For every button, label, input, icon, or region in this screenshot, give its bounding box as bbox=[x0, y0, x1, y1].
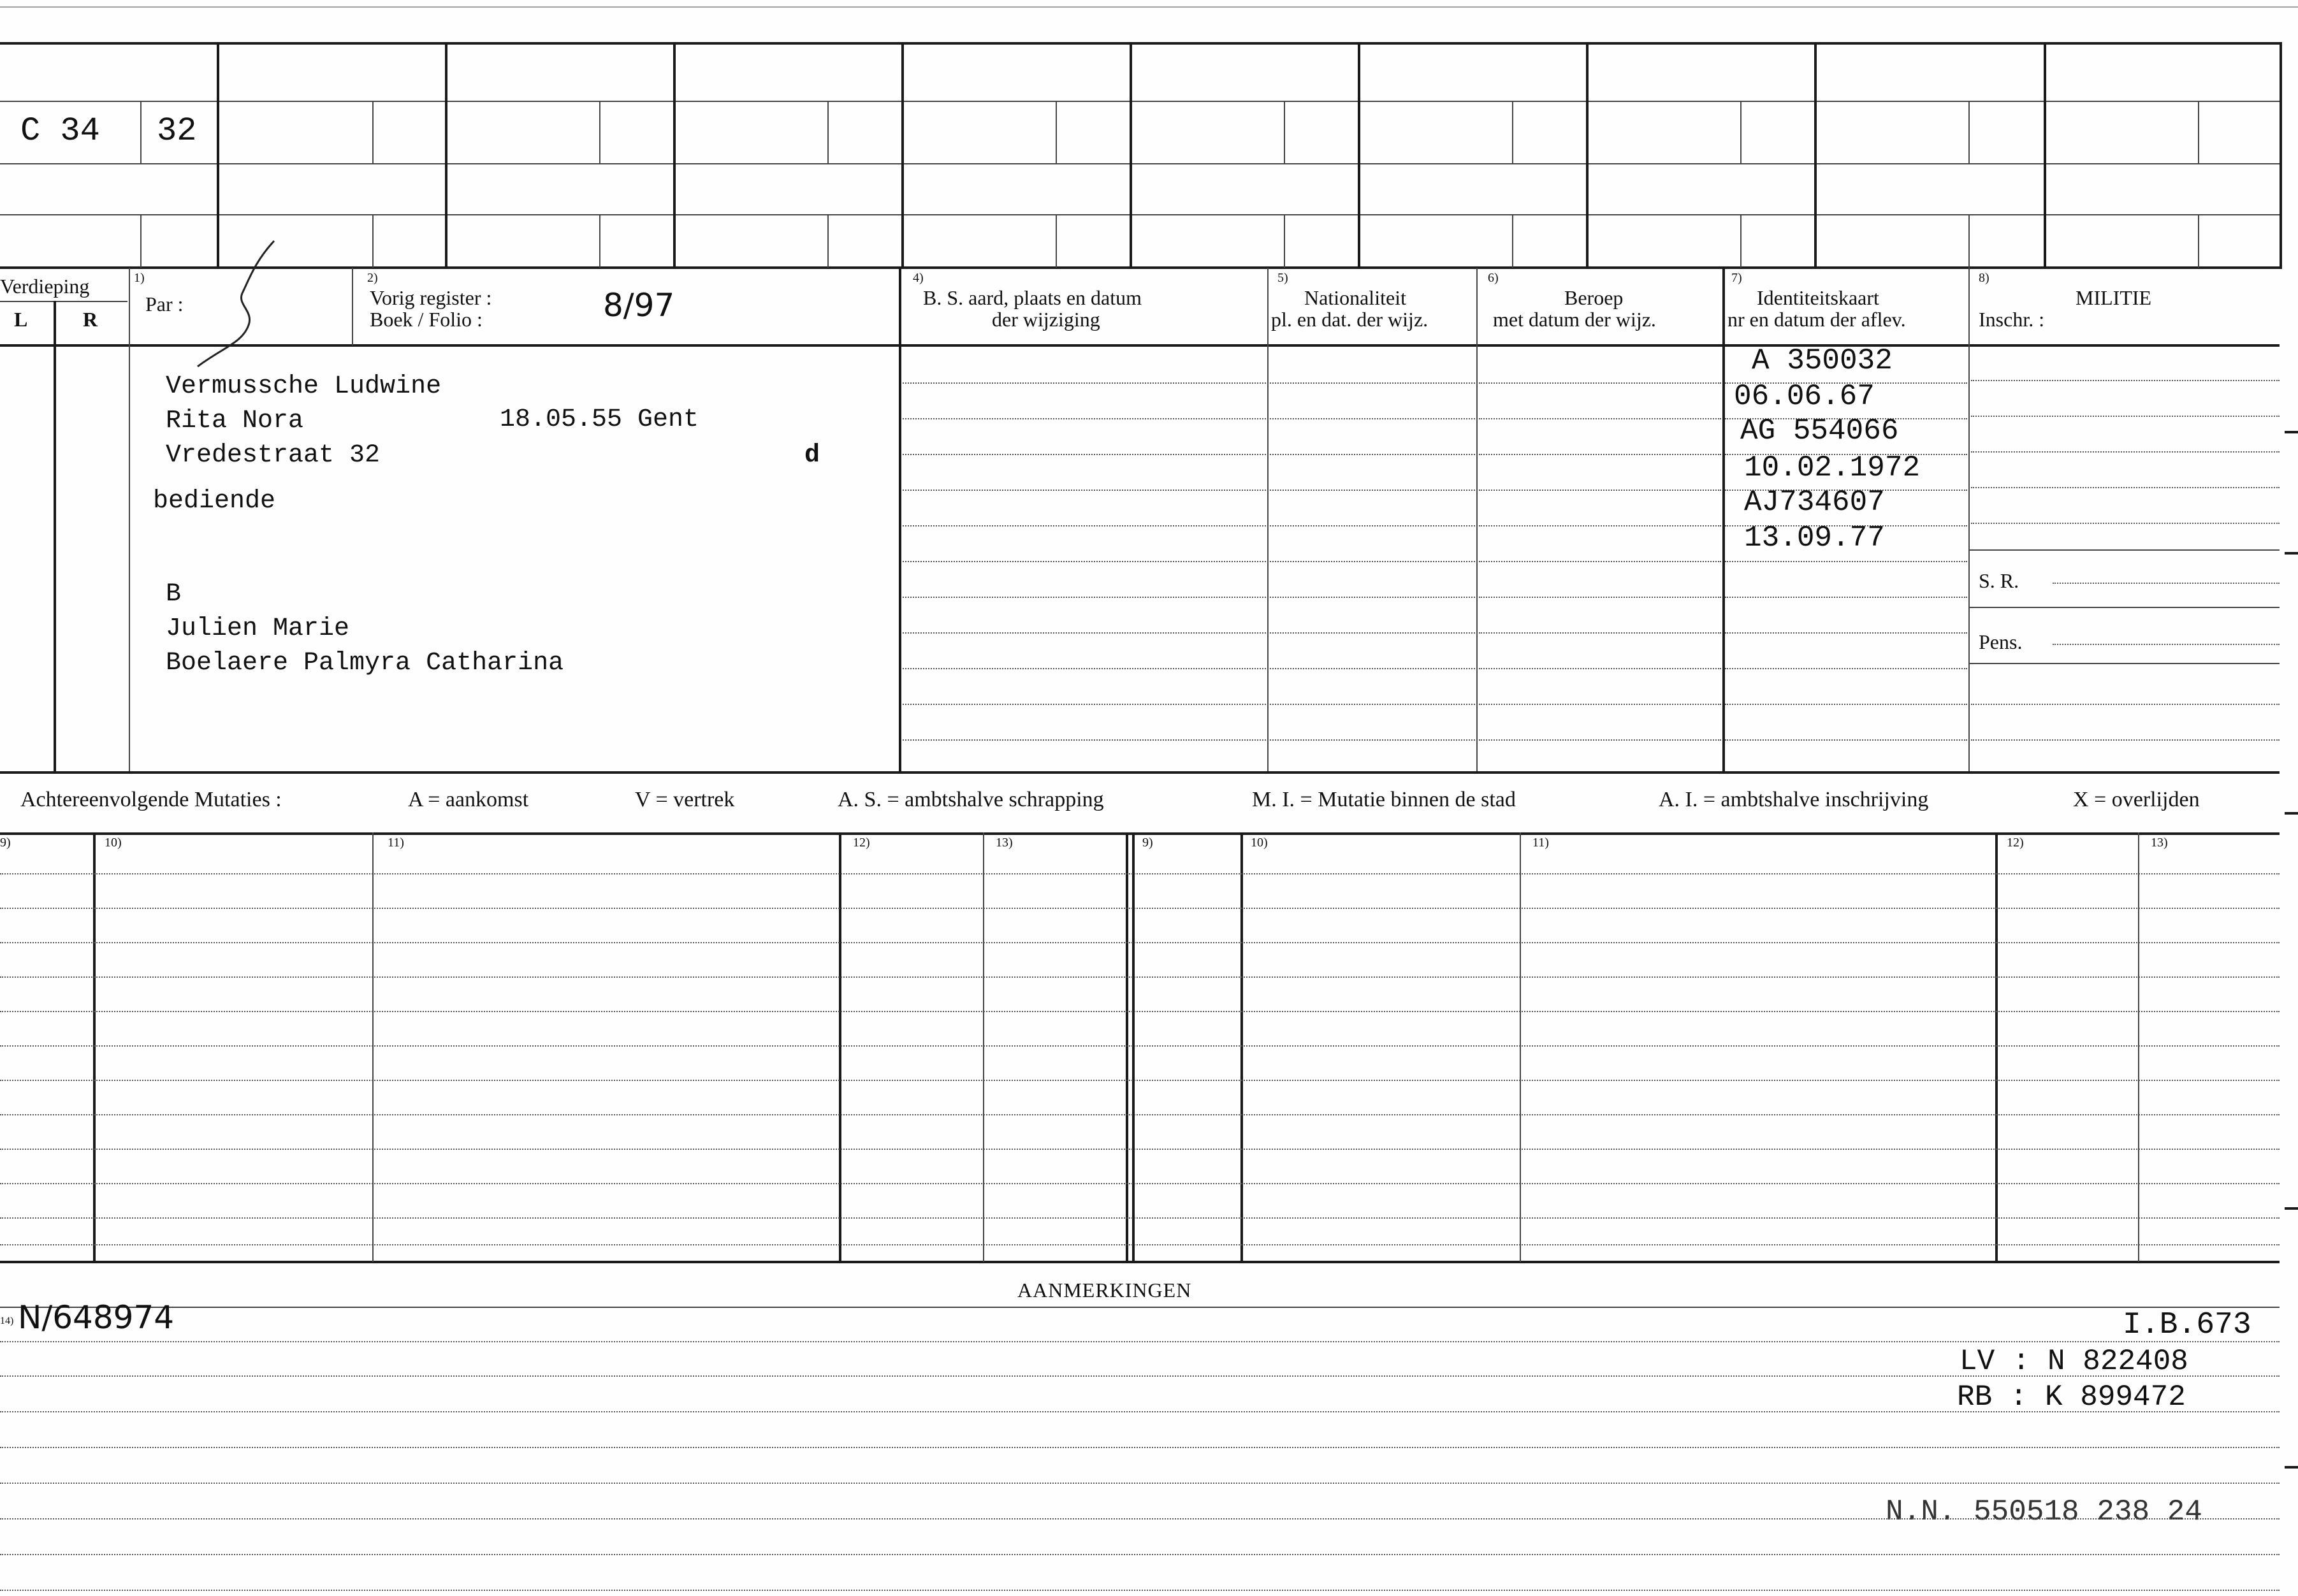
card-code: C 34 bbox=[20, 112, 100, 150]
verdieping-r: R bbox=[83, 308, 98, 331]
remark-rb: RB : K 899472 bbox=[1957, 1381, 2186, 1414]
mutaties-title: Achtereenvolgende Mutaties : bbox=[20, 788, 282, 811]
person-father: Julien Marie bbox=[166, 614, 350, 643]
legend-mutatie-binnen-stad: M. I. = Mutatie binnen de stad bbox=[1252, 788, 1516, 811]
verdieping-label: Verdieping bbox=[0, 275, 90, 298]
remark-ib: I.B.673 bbox=[2123, 1308, 2251, 1342]
boek-folio-label: Boek / Folio : bbox=[370, 308, 483, 331]
id-card-entry: A 350032 bbox=[1752, 344, 1893, 377]
person-mark: d bbox=[804, 441, 820, 470]
remark-number: N/648974 bbox=[18, 1299, 175, 1336]
aanmerkingen-title: AANMERKINGEN bbox=[1017, 1279, 1192, 1302]
mutaties-top bbox=[0, 771, 2280, 774]
legend-overlijden: X = overlijden bbox=[2073, 788, 2200, 811]
legend-ambtshalve-inschrijving: A. I. = ambtshalve inschrijving bbox=[1659, 788, 1929, 811]
remark-nn: N.N. 550518 238 24 bbox=[1886, 1495, 2202, 1528]
bs-label: B. S. aard, plaats en datum bbox=[923, 286, 1142, 309]
person-given-names: Rita Nora bbox=[166, 407, 304, 435]
id-card-entry: 10.02.1972 bbox=[1744, 451, 1921, 484]
person-b-label: B bbox=[166, 580, 182, 609]
id-card-entry: 06.06.67 bbox=[1734, 380, 1875, 413]
top-grid-border bbox=[0, 42, 2282, 45]
legend-ambtshalve-schrapping: A. S. = ambtshalve schrapping bbox=[838, 788, 1104, 811]
section1-header-bottom bbox=[0, 344, 2280, 347]
person-birth: 18.05.55 Gent bbox=[500, 405, 699, 434]
vorig-register-label: Vorig register : bbox=[370, 286, 492, 309]
card-number: 32 bbox=[157, 112, 197, 150]
militie-label: MILITIE bbox=[2076, 286, 2152, 309]
par-label: Par : bbox=[145, 293, 184, 316]
beroep-label: Beroep bbox=[1564, 286, 1624, 309]
id-card-entry: AG 554066 bbox=[1740, 414, 1899, 447]
person-surname-firstname: Vermussche Ludwine bbox=[166, 372, 442, 401]
top-grid-bottom bbox=[0, 266, 2282, 269]
person-mother: Boelaere Palmyra Catharina bbox=[166, 649, 564, 678]
legend-vertrek: V = vertrek bbox=[635, 788, 735, 811]
top-edge-line bbox=[0, 6, 2298, 8]
id-card-entry: 13.09.77 bbox=[1744, 521, 1885, 555]
mutaties-table-top bbox=[0, 832, 2280, 835]
remark-lv: LV : N 822408 bbox=[1960, 1345, 2188, 1378]
verdieping-l: L bbox=[14, 308, 28, 331]
top-grid-line bbox=[0, 214, 2282, 215]
inschr-label: Inschr. : bbox=[1979, 308, 2045, 331]
person-address: Vredestraat 32 bbox=[166, 441, 381, 470]
pens-label: Pens. bbox=[1979, 630, 2023, 653]
top-grid-line bbox=[0, 101, 2282, 102]
person-occupation: bediende bbox=[153, 487, 276, 516]
nationaliteit-label: Nationaliteit bbox=[1304, 286, 1406, 309]
par-bracket-mark bbox=[178, 236, 280, 370]
registration-card: C 34 32 Verdieping L R 1) Par : 2) Vorig register : Boek / Folio : 8/97 4) B. S. aard, plaats en datum der wijziging 5) Nationaliteit pl. en dat. der wijz. 6) Beroep met datum der wijz. 7) Identiteitskaart nr en datum der aflev. 8) MILITIE Inschr. : S. R. Pens. Vermussche Ludwine Rita Nora 18.05.55 Gent Vredestraat 32 d bediende B Julien Marie Boelaere Palmyra Catharina A 350032 06.06.67 AG 554066 10.02.1972 AJ734607 13.09.77 Achtereenvolgende Mutaties : A = aankomst V = vertrek A. S. = ambtshalve schrapping M. I. = Mutatie binnen de stad A. I. = ambtshalve inschrijving X = overlijden 9) 10) 11) 12) 13) 9) 10) 11) 12) 13) AANMERKINGEN 14) N/648974 I.B.673 LV : N 822408 RB : K 899472 N.N. 550518 238 24 bbox=[0, 0, 2298, 1596]
top-grid-line bbox=[0, 163, 2282, 164]
legend-aankomst: A = aankomst bbox=[408, 788, 529, 811]
identiteitskaart-label: Identiteitskaart bbox=[1757, 286, 1879, 309]
id-card-entry: AJ734607 bbox=[1744, 486, 1885, 519]
sr-label: S. R. bbox=[1979, 569, 2019, 592]
mutaties-table-bottom bbox=[0, 1261, 2280, 1263]
vorig-register-value: 8/97 bbox=[603, 287, 675, 324]
